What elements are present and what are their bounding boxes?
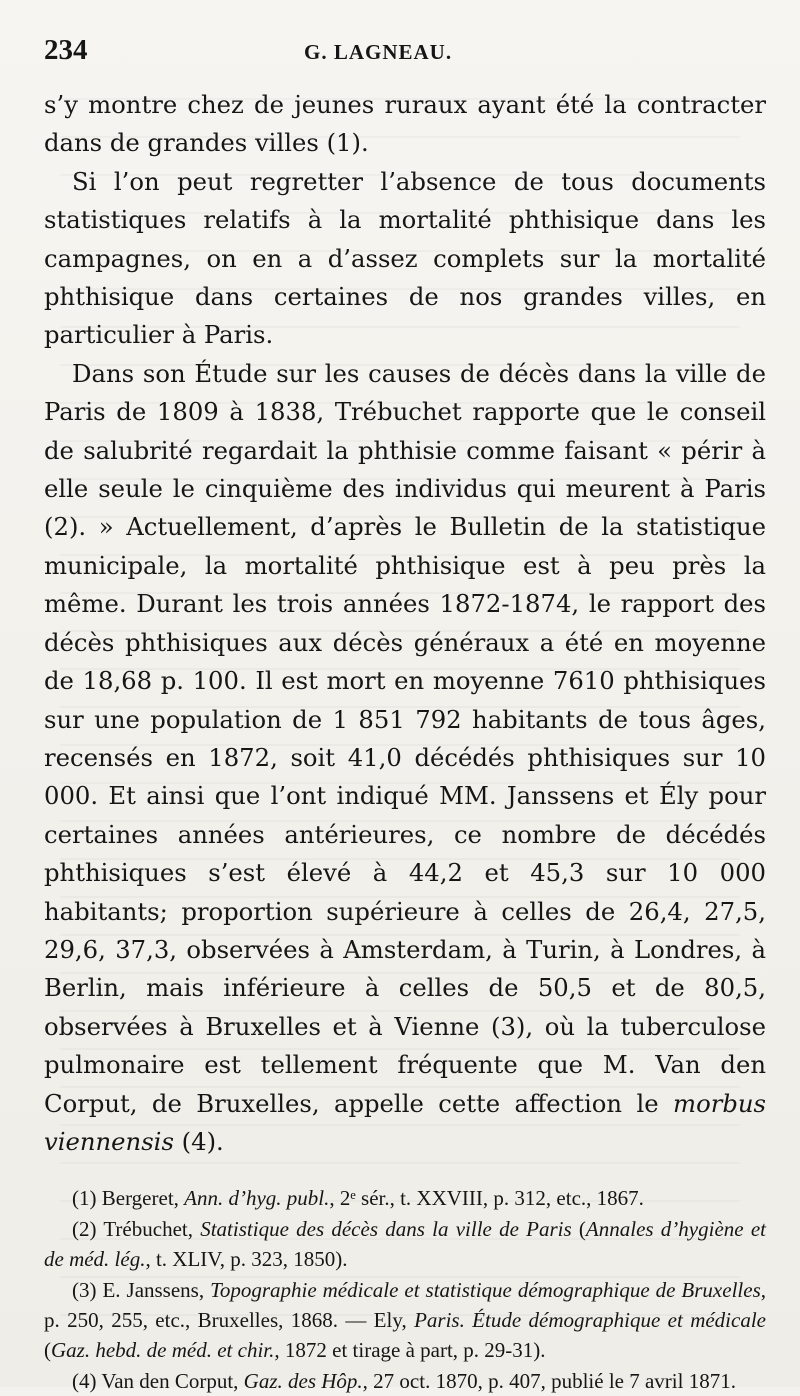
latin-term: morbus viennensis — [44, 1088, 766, 1156]
footnote-text: ( — [571, 1216, 586, 1241]
page-header — [44, 34, 766, 80]
footnotes — [44, 1183, 766, 1396]
footnote-text: , p. 250, 255, etc., Bruxelles, 1868. — Ely, — [44, 1277, 766, 1332]
paragraph-statistics: Si l’on peut regretter l’absence de tous documents statistiques relatifs à la mortalité phthisique dans les campagnes, on en a d’assez complets sur la mortalité phthisique dans certaines de nos grandes villes, en particulier à Paris. — [44, 166, 766, 350]
paragraph-continuation: s’y montre chez de jeunes ruraux ayant été la contracter dans de grandes villes (1). — [44, 90, 766, 158]
footnote-text: (4) Van den Corput, — [72, 1368, 244, 1393]
footnote-text: , 27 oct. 1870, p. 407, publié le 7 avril 1871. — [362, 1368, 736, 1393]
footnote-source-title: Gaz. hebd. de méd. et chir. — [51, 1338, 275, 1363]
footnote-source-title: Topographie médicale et statistique démographique de Bruxelles — [210, 1277, 761, 1302]
footnote-2 — [44, 1214, 766, 1275]
body-text — [44, 86, 766, 1161]
footnote-3 — [44, 1275, 766, 1366]
footnote-1 — [44, 1183, 766, 1213]
footnote-text: , 2ᵉ sér., t. XXVIII, p. 312, etc., 1867. — [329, 1186, 644, 1211]
footnote-source-title: Statistique des décès dans la ville de Paris — [200, 1216, 572, 1241]
paragraph-paris-study-text: Dans son Étude sur les causes de décès dans la ville de Paris de 1809 à 1838, Trébuchet rapporte que le conseil de salubrité regardait la phthisie comme faisant « périr à elle seule le cinquième des individus qui meurent à Paris (2). » Actuellement, d’après le Bulletin de la statistique municipale, la mortalité phthisique est à peu près la même. Durant les trois années 1872-1874, le rapport des décès phthisiques aux décès généraux a été en moyenne de 18,68 p. 100. Il est mort en moyenne 7610 phthisiques sur une population de 1 851 792 habitants de tous âges, recensés en 1872, soit 41,0 décédés phthisiques sur 10 000. Et ainsi que l’ont indiqué MM. Janssens et Ély pour certaines années antérieures, ce nombre de décédés phthisiques s’est élevé à 44,2 et 45,3 sur 10 000 habitants; proportion supérieure à celles de 26,4, 27,5, 29,6, 37,3, observées à Amsterdam, à Turin, à Londres, à Berlin, mais inférieure à celles de 50,5 et de 80,5, observées à Bruxelles et à Vienne (3), où la tuberculose pulmonaire est tellement fréquente que M. Van den Corput, de Bruxelles, appelle cette affection le — [44, 358, 766, 1118]
footnote-text: (1) Bergeret, — [72, 1186, 185, 1211]
footnote-source-title: Gaz. des Hôp. — [243, 1368, 363, 1393]
footnote-4 — [44, 1366, 766, 1396]
running-head: G. LAGNEAU. — [304, 40, 453, 64]
footnote-text: (3) E. Janssens, — [72, 1277, 211, 1302]
footnote-source-title: Annales d’hygiène et de méd. lég. — [44, 1216, 766, 1272]
footnote-text: (2) Trébuchet, — [72, 1216, 201, 1241]
footnote-text: , t. XLIV, p. 323, 1850). — [145, 1247, 348, 1272]
footnote-text: , 1872 et tirage à part, p. 29-31). — [274, 1338, 546, 1363]
paragraph-paris-study — [44, 355, 766, 1162]
footnote-text: ( — [44, 1338, 51, 1363]
footnote-source-title: Ann. d’hyg. publ. — [184, 1186, 330, 1211]
footnote-source-title: Paris. Étude démographique et médicale — [414, 1308, 766, 1332]
footnote-reference: (4). — [173, 1126, 224, 1156]
page-number: 234 — [44, 34, 88, 66]
